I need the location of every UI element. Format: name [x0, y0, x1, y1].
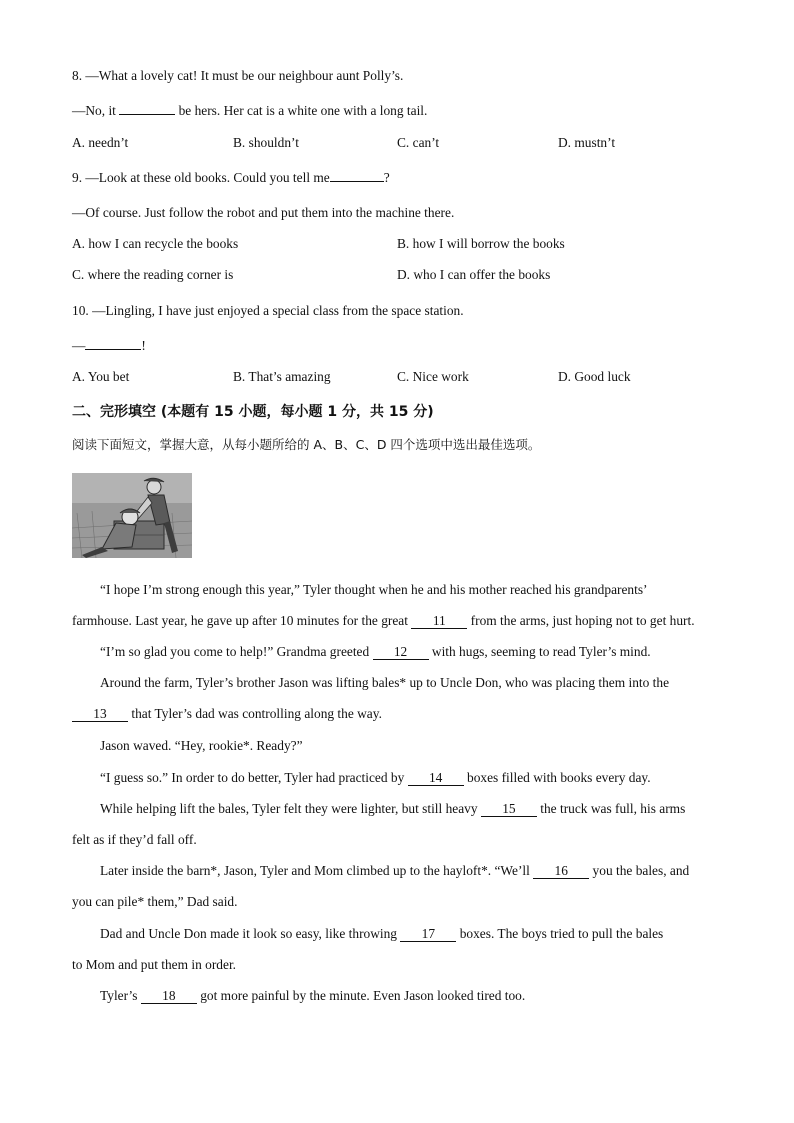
passage-p7-line2: you can pile* them,” Dad said.	[72, 894, 238, 909]
blank-16[interactable]: 16	[533, 864, 589, 879]
q9-option-d[interactable]: D. who I can offer the books	[397, 267, 551, 282]
passage-p3-post: that Tyler’s dad was controlling along the way.	[128, 706, 382, 721]
section-title: 二、完形填空 (本题有 15 小题，每小题 1 分，共 15 分)	[72, 404, 434, 420]
passage-p7-pre: Later inside the barn*, Jason, Tyler and Mom climbed up to the hayloft*. “We’ll	[100, 863, 534, 878]
passage-p1-line2	[72, 613, 695, 629]
passage-p6-line1	[100, 801, 685, 817]
passage-p1-post: from the arms, just hoping not to get hurt.	[467, 613, 695, 628]
q8-reply-pre: —No, it	[72, 103, 120, 118]
passage-p1-line1: “I hope I’m strong enough this year,” Tyler thought when he and his mother reached his grandparents’	[100, 582, 648, 597]
blank-18[interactable]: 18	[141, 989, 197, 1004]
passage-p2-pre: “I’m so glad you come to help!” Grandma greeted	[100, 644, 373, 659]
q8-stem: 8. —What a lovely cat! It must be our neighbour aunt Polly’s.	[72, 68, 404, 83]
blank-15[interactable]: 15	[481, 802, 537, 817]
passage-p2-post: with hugs, seeming to read Tyler’s mind.	[428, 644, 651, 659]
farm-illustration-svg	[72, 473, 192, 558]
q10-reply-post: !	[141, 338, 146, 353]
q9-stem-post: ?	[383, 170, 390, 185]
q8-option-b[interactable]: B. shouldn’t	[233, 135, 299, 150]
passage-p8-line1	[100, 926, 663, 942]
passage-p4: Jason waved. “Hey, rookie*. Ready?”	[100, 738, 303, 753]
q10-blank[interactable]	[85, 349, 141, 350]
q10-option-b[interactable]: B. That’s amazing	[233, 369, 331, 384]
passage-p9	[100, 988, 525, 1004]
q9-option-c[interactable]: C. where the reading corner is	[72, 267, 234, 282]
q9-reply: —Of course. Just follow the robot and put them into the machine there.	[72, 205, 455, 220]
q10-reply-pre: —	[72, 338, 86, 353]
q10-option-c[interactable]: C. Nice work	[397, 369, 469, 384]
q9-stem	[72, 170, 390, 186]
passage-p6-post: the truck was full, his arms	[536, 801, 686, 816]
q10-option-a[interactable]: A. You bet	[72, 369, 130, 384]
passage-p1-pre: farmhouse. Last year, he gave up after 10 minutes for the great	[72, 613, 412, 628]
passage-p2	[100, 644, 651, 660]
q8-option-c[interactable]: C. can’t	[397, 135, 440, 150]
passage-p5	[100, 770, 651, 786]
q8-blank[interactable]	[119, 114, 175, 115]
q8-reply-post: be hers. Her cat is a white one with a long tail.	[175, 103, 428, 118]
blank-14[interactable]: 14	[408, 771, 464, 786]
section-instruction: 阅读下面短文，掌握大意，从每小题所给的 A、B、C、D 四个选项中选出最佳选项。	[72, 437, 541, 452]
passage-p3-line1: Around the farm, Tyler’s brother Jason was lifting bales* up to Uncle Don, who was placing them into the	[100, 675, 670, 690]
q8-option-d[interactable]: D. mustn’t	[558, 135, 616, 150]
passage-p6-pre: While helping lift the bales, Tyler felt they were lighter, but still heavy	[100, 801, 481, 816]
q8-option-a[interactable]: A. needn’t	[72, 135, 129, 150]
passage-p7-post: you the bales, and	[589, 863, 690, 878]
passage-p7-line1	[100, 863, 689, 879]
passage-p3-line2	[72, 706, 382, 722]
passage-p8-pre: Dad and Uncle Don made it look so easy, like throwing	[100, 926, 401, 941]
passage-p8-line2: to Mom and put them in order.	[72, 957, 237, 972]
q10-reply	[72, 338, 146, 354]
q9-blank[interactable]	[330, 181, 384, 182]
passage-p9-pre: Tyler’s	[100, 988, 141, 1003]
blank-12[interactable]: 12	[373, 645, 429, 660]
passage-p9-post: got more painful by the minute. Even Jason looked tired too.	[196, 988, 526, 1003]
q10-stem: 10. —Lingling, I have just enjoyed a special class from the space station.	[72, 303, 464, 318]
q10-option-d[interactable]: D. Good luck	[558, 369, 631, 384]
passage-p5-post: boxes filled with books every day.	[463, 770, 651, 785]
passage-p5-pre: “I guess so.” In order to do better, Tyler had practiced by	[100, 770, 408, 785]
blank-17[interactable]: 17	[400, 927, 456, 942]
q9-stem-pre: 9. —Look at these old books. Could you tell me	[72, 170, 330, 185]
q9-option-b[interactable]: B. how I will borrow the books	[397, 236, 565, 251]
passage-p8-post: boxes. The boys tried to pull the bales	[456, 926, 664, 941]
q9-option-a[interactable]: A. how I can recycle the books	[72, 236, 239, 251]
blank-13[interactable]: 13	[72, 707, 128, 722]
farm-illustration-icon	[72, 473, 192, 558]
passage-p6-line2: felt as if they’d fall off.	[72, 832, 197, 847]
blank-11[interactable]: 11	[411, 614, 467, 629]
q8-reply	[72, 103, 427, 119]
